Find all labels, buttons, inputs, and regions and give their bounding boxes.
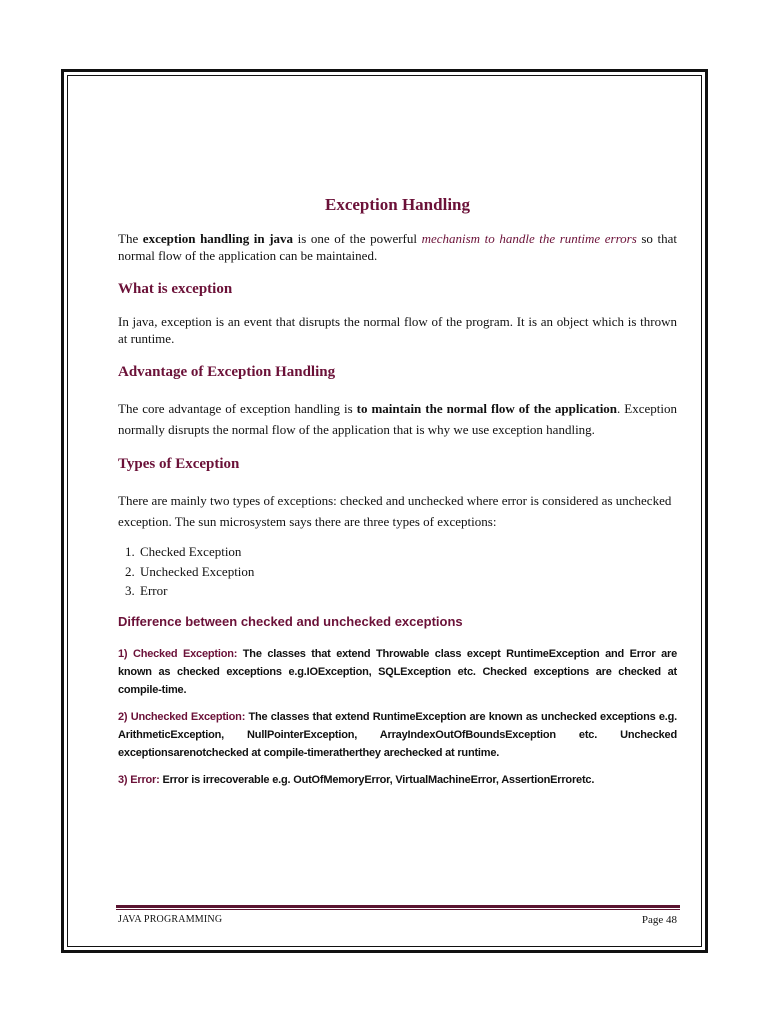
footer-rule-thick [116, 905, 680, 908]
error-text: Error is irrecoverable e.g. OutOfMemoryError, VirtualMachineError, AssertionErroretc. [159, 773, 595, 786]
list-item: 3. Error [138, 581, 677, 601]
list-item: 1. Checked Exception [138, 542, 677, 562]
footer-rule-thin [116, 909, 680, 910]
advantage-text-1: The core advantage of exception handling is [118, 401, 357, 416]
error-paragraph [118, 771, 677, 789]
error-label: 3) Error: [118, 773, 160, 786]
footer-course-title: JAVA PROGRAMMING [118, 914, 223, 925]
footer-page-number: Page 48 [641, 914, 677, 926]
intro-paragraph [118, 230, 677, 264]
list-item: 2. Unchecked Exception [138, 562, 677, 582]
checked-exception-paragraph [118, 645, 677, 699]
page-content [118, 192, 677, 789]
types-paragraph: There are mainly two types of exceptions: checked and unchecked where error is considered as unchecked exception. The sun microsystem says there are three types of exceptions: [118, 493, 672, 529]
checked-exception-label: 1) Checked Exception: [118, 647, 238, 660]
advantage-text-2: . Exception normally disrupts the normal flow of the application that is why we use exception handling. [118, 401, 677, 437]
checked-exception-text: The classes that extend Throwable class except RuntimeException and Error are known as checked exceptions e.g.IOException, SQLException etc. Checked exceptions are checked at compile-time. [118, 647, 677, 696]
advantage-paragraph [118, 398, 677, 440]
intro-text-2: is one of the powerful [293, 231, 422, 246]
difference-heading: Difference between checked and unchecked exceptions [118, 613, 463, 629]
intro-emphasis: mechanism to handle the runtime errors [421, 231, 637, 246]
unchecked-exception-label: 2) Unchecked Exception: [118, 710, 246, 723]
types-heading: Types of Exception [118, 456, 240, 472]
what-is-heading: What is exception [118, 281, 233, 297]
intro-bold-1: exception handling in java [142, 231, 294, 246]
what-is-paragraph: In java, exception is an event that disrupts the normal flow of the program. It is an object which is thrown at runtime. [118, 314, 677, 346]
intro-text-1: The [118, 231, 143, 246]
advantage-bold: to maintain the normal flow of the application [356, 401, 618, 416]
unchecked-exception-paragraph [118, 708, 677, 762]
types-list [118, 542, 677, 601]
advantage-heading: Advantage of Exception Handling [118, 364, 336, 380]
unchecked-exception-text: The classes that extend RuntimeException are known as unchecked exceptions e.g. ArithmeticException, NullPointerException, ArrayIndexOutOfBoundsException etc. Unchecked exceptionsarenotchecked at compile-timeratherthey arechecked at runtime. [118, 710, 677, 759]
intro-text-3: so that normal flow of the application can be maintained. [118, 231, 677, 263]
page-title: Exception Handling [324, 195, 470, 214]
